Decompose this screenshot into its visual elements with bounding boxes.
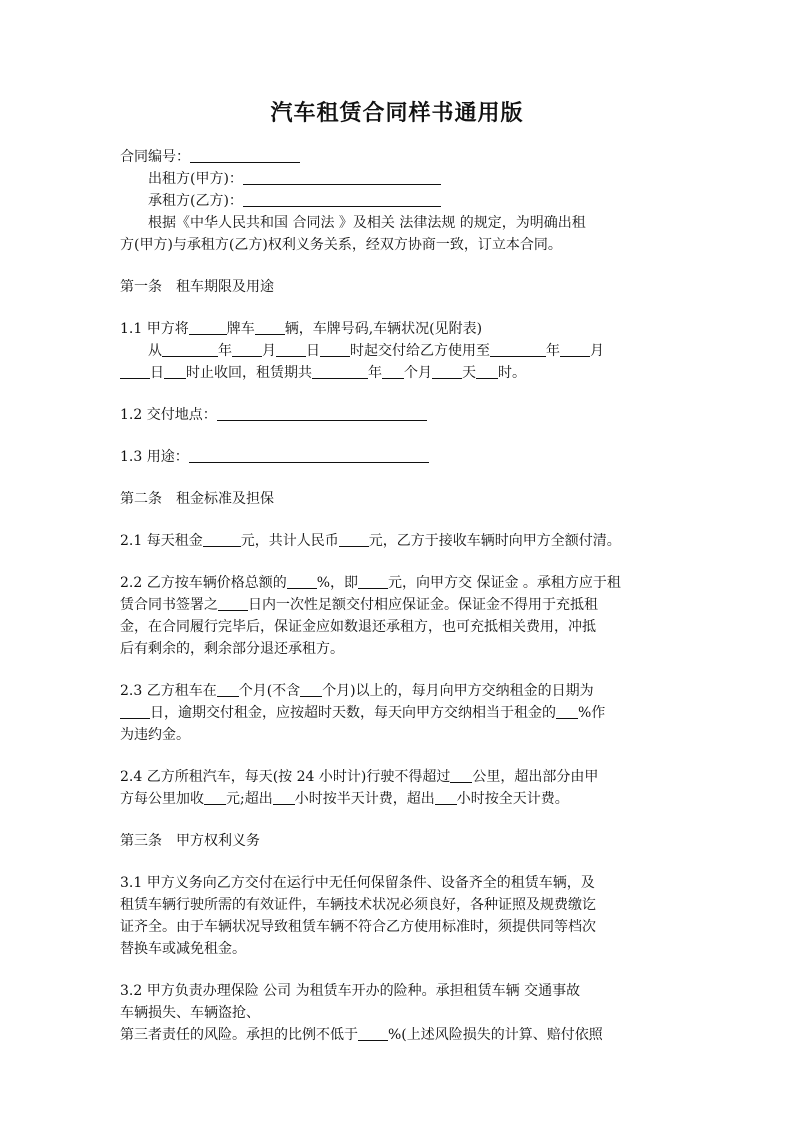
- article-1-heading: [120, 276, 274, 298]
- clause-1-1-line-1: [120, 318, 482, 340]
- lessor-label: 出租方(甲方)：: [148, 171, 243, 187]
- clause-text: 元;超出: [226, 791, 273, 807]
- blank[interactable]: [164, 364, 186, 379]
- clause-text: 月: [590, 343, 604, 359]
- clause-2-2-line-4: 后有剩余的，剩余部分退还承租方。: [120, 641, 344, 657]
- blank[interactable]: [556, 704, 578, 719]
- blank[interactable]: [339, 532, 369, 547]
- lessee-line: [148, 190, 441, 212]
- blank[interactable]: [218, 596, 248, 611]
- clause-2-4-line-2: [120, 788, 569, 810]
- blank[interactable]: [204, 790, 226, 805]
- clause-text: 元，共计人民币: [240, 533, 339, 549]
- clause-3-2-line-3: [120, 1024, 603, 1046]
- clause-text: 天: [462, 365, 476, 381]
- clause-text: 个月: [404, 365, 432, 381]
- clause-text: 小时按半天计费，超出: [294, 791, 435, 807]
- clause-3-2-line-2: 车辆损失、车辆盗抢、: [120, 1005, 260, 1021]
- article-2-number: 第二条: [120, 491, 162, 507]
- clause-text: 个月(不含: [238, 683, 301, 699]
- clause-text: 时止收回，租赁期共: [186, 365, 312, 381]
- blank[interactable]: [273, 790, 295, 805]
- blank[interactable]: [320, 342, 350, 357]
- clause-2-3-line-1: [120, 680, 594, 702]
- blank[interactable]: [287, 574, 317, 589]
- article-2-title: 租金标准及担保: [176, 491, 274, 507]
- preamble-line-2: 方(甲方)与承租方(乙方)权利义务关系，经双方协商一致，订立本合同。: [120, 237, 562, 253]
- clause-text: 时起交付给乙方使用至: [350, 343, 490, 359]
- clause-text: 日: [306, 343, 320, 359]
- blank[interactable]: [276, 342, 306, 357]
- clause-3-1-line-4: 替换车或减免租金。: [120, 941, 246, 957]
- contract-number-blank[interactable]: [190, 148, 300, 163]
- blank[interactable]: [300, 682, 322, 697]
- clause-text: 日，逾期交付租金，应按超时天数，每天向甲方交纳相当于租金的: [150, 705, 556, 721]
- clause-text: 年: [368, 365, 382, 381]
- clause-2-3-line-3: 为违约金。: [120, 727, 190, 743]
- blank[interactable]: [382, 364, 404, 379]
- article-3-number: 第三条: [120, 833, 162, 849]
- clause-text: 小时按全天计费。: [456, 791, 569, 807]
- clause-3-1-line-3: 证齐全。由于车辆状况导致租赁车辆不符合乙方使用标准时，须提供同等档次: [120, 919, 596, 935]
- clause-text: 2.4 乙方所租汽车，每天(按 24 小时计)行驶不得超过: [120, 769, 451, 785]
- clause-text: %(上述风险损失的计算、赔付依照: [388, 1027, 603, 1043]
- blank[interactable]: [189, 320, 227, 335]
- clause-2-2-line-1: [120, 572, 621, 594]
- blank[interactable]: [120, 364, 150, 379]
- article-3-heading: [120, 830, 260, 852]
- clause-text: 2.2 乙方按车辆价格总额的: [120, 575, 287, 591]
- clause-text: 1.1 甲方将: [120, 321, 189, 337]
- clause-1-2: [120, 404, 427, 426]
- blank[interactable]: [435, 790, 457, 805]
- purpose-blank[interactable]: [189, 448, 429, 463]
- lessor-line: [148, 168, 441, 190]
- clause-text: 2.1 每天租金: [120, 533, 203, 549]
- clause-text: %作: [578, 705, 606, 721]
- clause-text: 年: [546, 343, 560, 359]
- clause-text: 年: [218, 343, 232, 359]
- blank[interactable]: [560, 342, 590, 357]
- clause-2-4-line-1: [120, 766, 598, 788]
- article-1-number: 第一条: [120, 279, 162, 295]
- clause-text: 2.3 乙方租车在: [120, 683, 217, 699]
- blank[interactable]: [217, 682, 239, 697]
- blank[interactable]: [476, 364, 498, 379]
- delivery-location-blank[interactable]: [217, 406, 427, 421]
- clause-2-1: [120, 530, 621, 552]
- article-3-title: 甲方权利义务: [176, 833, 260, 849]
- clause-3-1-line-2: 租赁车辆行驶所需的有效证件，车辆技术状况必须良好，各种证照及规费缴讫: [120, 897, 596, 913]
- clause-text: 元，向甲方交 保证金 。承租方应于租: [388, 575, 621, 591]
- contract-number-label: 合同编号：: [120, 149, 190, 165]
- document-title: 汽车租赁合同样书通用版: [270, 100, 524, 126]
- purpose-label: 1.3 用途：: [120, 449, 189, 465]
- clause-3-2-line-1: 3.2 甲方负责办理保险 公司 为租赁车开办的险种。承担租赁车辆 交通事故: [120, 983, 581, 999]
- clause-3-1-line-1: 3.1 甲方义务向乙方交付在运行中无任何保留条件、设备齐全的租赁车辆，及: [120, 875, 595, 891]
- delivery-location-label: 1.2 交付地点：: [120, 407, 217, 423]
- lessee-blank[interactable]: [243, 192, 441, 207]
- clause-text: %，即: [316, 575, 359, 591]
- clause-text: 辆，车牌号码,车辆状况(见附表): [284, 321, 483, 337]
- clause-2-3-line-2: [120, 702, 605, 724]
- blank[interactable]: [432, 364, 462, 379]
- clause-1-1-line-2: [148, 340, 604, 362]
- clause-text: 月: [262, 343, 276, 359]
- blank[interactable]: [450, 768, 472, 783]
- clause-2-2-line-3: 金，在合同履行完毕后，保证金应如数退还承租方，也可充抵相关费用，冲抵: [120, 619, 596, 635]
- blank[interactable]: [255, 320, 285, 335]
- article-2-heading: [120, 488, 274, 510]
- blank[interactable]: [232, 342, 262, 357]
- article-1-title: 租车期限及用途: [176, 279, 274, 295]
- preamble-line-1: 根据《中华人民共和国 合同法 》及相关 法律法规 的规定，为明确出租: [148, 215, 586, 231]
- blank[interactable]: [490, 342, 546, 357]
- blank[interactable]: [162, 342, 218, 357]
- clause-text: 牌车: [226, 321, 255, 337]
- clause-text: 时。: [498, 365, 526, 381]
- blank[interactable]: [203, 532, 241, 547]
- blank[interactable]: [358, 574, 388, 589]
- clause-text: 元，乙方于接收车辆时向甲方全额付清。: [368, 533, 621, 549]
- clause-text: 从: [148, 343, 162, 359]
- contract-number-line: [120, 146, 300, 168]
- clause-text: 公里，超出部分由甲: [472, 769, 599, 785]
- clause-text: 第三者责任的风险。承担的比例不低于: [120, 1027, 358, 1043]
- clause-2-2-line-2: [120, 594, 598, 616]
- blank[interactable]: [358, 1026, 388, 1041]
- clause-text: 赁合同书签署之: [120, 597, 218, 613]
- blank[interactable]: [120, 704, 150, 719]
- lessee-label: 承租方(乙方)：: [148, 193, 243, 209]
- clause-text: 日: [150, 365, 164, 381]
- blank[interactable]: [312, 364, 368, 379]
- clause-text: 方每公里加收: [120, 791, 204, 807]
- lessor-blank[interactable]: [243, 170, 441, 185]
- clause-1-3: [120, 446, 429, 468]
- clause-text: 日内一次性足额交付相应保证金。保证金不得用于充抵租: [248, 597, 598, 613]
- clause-1-1-line-3: [120, 362, 526, 384]
- clause-text: 个月)以上的，每月向甲方交纳租金的日期为: [322, 683, 594, 699]
